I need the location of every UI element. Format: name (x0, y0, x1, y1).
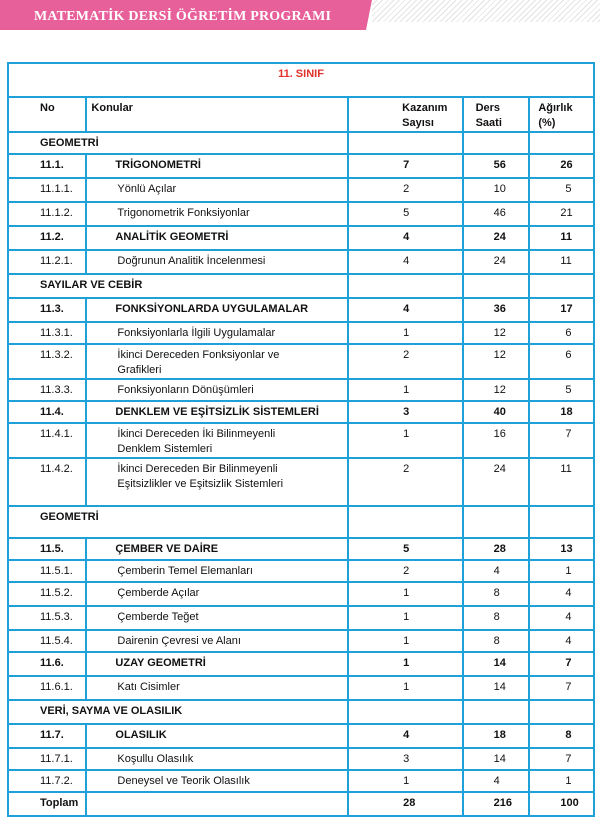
cell-agirlik: 21 (529, 202, 594, 226)
section-row (8, 274, 594, 298)
cell-agirlik: 1 (529, 770, 594, 792)
table-row (8, 423, 594, 458)
cell-kazanim: 1 (348, 582, 462, 606)
cell-kazanim: 1 (348, 322, 462, 344)
table-row (8, 178, 594, 202)
cell-no: 11.6.1. (8, 676, 86, 700)
cell-agirlik: 7 (529, 676, 594, 700)
cell-agirlik: 26 (529, 154, 594, 178)
table-row (8, 379, 594, 401)
cell-kazanim: 1 (348, 606, 462, 630)
cell-kazanim: 3 (348, 401, 462, 423)
cell-no: 11.1.1. (8, 178, 86, 202)
cell-kazanim: 2 (348, 560, 462, 582)
page-title: MATEMATİK DERSİ ÖĞRETİM PROGRAMI (34, 9, 332, 24)
cell-kazanim: 1 (348, 379, 462, 401)
column-header-no: No (8, 97, 86, 132)
empty-cell (463, 274, 530, 298)
cell-ders-saati: 16 (463, 423, 530, 458)
table-row (8, 226, 594, 250)
table-row (8, 724, 594, 748)
cell-kazanim: 4 (348, 226, 462, 250)
table-row (8, 154, 594, 178)
table-row (8, 202, 594, 226)
cell-no: 11.4. (8, 401, 86, 423)
cell-no: 11.3.2. (8, 344, 86, 379)
table-row (8, 630, 594, 652)
cell-ders-saati: 8 (463, 606, 530, 630)
cell-no: Toplam (8, 792, 86, 816)
cell-ders-saati: 216 (463, 792, 530, 816)
cell-no: 11.5. (8, 538, 86, 560)
section-row (8, 132, 594, 154)
cell-agirlik: 13 (529, 538, 594, 560)
cell-ders-saati: 18 (463, 724, 530, 748)
empty-cell (529, 700, 594, 724)
cell-topic: FONKSİYONLARDA UYGULAMALAR (86, 298, 348, 322)
cell-no: 11.5.2. (8, 582, 86, 606)
cell-ders-saati: 28 (463, 538, 530, 560)
empty-cell (463, 700, 530, 724)
cell-ders-saati: 4 (463, 770, 530, 792)
cell-agirlik: 8 (529, 724, 594, 748)
header-hatch (372, 0, 600, 22)
table-row (8, 322, 594, 344)
empty-cell (348, 132, 462, 154)
cell-topic: OLASILIK (86, 724, 348, 748)
section-row (8, 700, 594, 724)
cell-kazanim: 2 (348, 458, 462, 506)
cell-agirlik: 4 (529, 630, 594, 652)
cell-ders-saati: 24 (463, 226, 530, 250)
cell-ders-saati: 14 (463, 652, 530, 676)
cell-no: 11.3.1. (8, 322, 86, 344)
cell-ders-saati: 14 (463, 748, 530, 770)
cell-agirlik: 18 (529, 401, 594, 423)
cell-topic: Koşullu Olasılık (86, 748, 348, 770)
cell-agirlik: 5 (529, 178, 594, 202)
cell-kazanim: 1 (348, 770, 462, 792)
cell-no: 11.7.1. (8, 748, 86, 770)
empty-cell (348, 700, 462, 724)
empty-cell (348, 506, 462, 538)
cell-ders-saati: 8 (463, 630, 530, 652)
cell-agirlik: 6 (529, 322, 594, 344)
cell-no: 11.4.2. (8, 458, 86, 506)
table-row (8, 676, 594, 700)
cell-agirlik: 7 (529, 423, 594, 458)
cell-topic: Deneysel ve Teorik Olasılık (86, 770, 348, 792)
cell-topic: Doğrunun Analitik İncelenmesi (86, 250, 348, 274)
table-row (8, 344, 594, 379)
cell-kazanim: 1 (348, 423, 462, 458)
cell-topic: Çemberde Açılar (86, 582, 348, 606)
table-row (8, 401, 594, 423)
cell-agirlik: 11 (529, 226, 594, 250)
cell-agirlik: 6 (529, 344, 594, 379)
cell-no: 11.2.1. (8, 250, 86, 274)
cell-kazanim: 3 (348, 748, 462, 770)
cell-ders-saati: 12 (463, 344, 530, 379)
table-row (8, 606, 594, 630)
cell-topic: Fonksiyonların Dönüşümleri (86, 379, 348, 401)
table-row (8, 652, 594, 676)
table-row (8, 538, 594, 560)
cell-ders-saati: 14 (463, 676, 530, 700)
cell-ders-saati: 10 (463, 178, 530, 202)
cell-ders-saati: 46 (463, 202, 530, 226)
cell-no: 11.1.2. (8, 202, 86, 226)
cell-no: 11.3.3. (8, 379, 86, 401)
cell-topic: Fonksiyonlarla İlgili Uygulamalar (86, 322, 348, 344)
table-row (8, 560, 594, 582)
cell-kazanim: 5 (348, 202, 462, 226)
column-header-ders: Ders Saati (463, 97, 530, 132)
cell-topic: İkinci Dereceden İki Bilinmeyenli Denklem Sistemleri (86, 423, 348, 458)
cell-agirlik: 4 (529, 582, 594, 606)
table-row (8, 458, 594, 506)
cell-ders-saati: 4 (463, 560, 530, 582)
cell-ders-saati: 56 (463, 154, 530, 178)
cell-ders-saati: 8 (463, 582, 530, 606)
cell-topic: Trigonometrik Fonksiyonlar (86, 202, 348, 226)
column-header-topic: Konular (86, 97, 348, 132)
cell-ders-saati: 36 (463, 298, 530, 322)
empty-cell (529, 506, 594, 538)
cell-topic: TRİGONOMETRİ (86, 154, 348, 178)
table-title-row (8, 63, 594, 97)
cell-no: 11.7.2. (8, 770, 86, 792)
cell-no: 11.1. (8, 154, 86, 178)
cell-kazanim: 7 (348, 154, 462, 178)
table-row (8, 770, 594, 792)
cell-topic: Çemberde Teğet (86, 606, 348, 630)
empty-cell (463, 132, 530, 154)
cell-agirlik: 1 (529, 560, 594, 582)
total-row (8, 792, 594, 816)
empty-cell (529, 274, 594, 298)
column-header-kazanim: Kazanım Sayısı (348, 97, 462, 132)
cell-topic: İkinci Dereceden Fonksiyonlar ve Grafikleri (86, 344, 348, 379)
cell-topic: ANALİTİK GEOMETRİ (86, 226, 348, 250)
section-label: SAYILAR VE CEBİR (8, 274, 348, 298)
cell-kazanim: 28 (348, 792, 462, 816)
cell-no: 11.5.1. (8, 560, 86, 582)
cell-kazanim: 2 (348, 178, 462, 202)
cell-ders-saati: 24 (463, 250, 530, 274)
cell-ders-saati: 12 (463, 322, 530, 344)
cell-no: 11.6. (8, 652, 86, 676)
cell-topic: Katı Cisimler (86, 676, 348, 700)
cell-agirlik: 5 (529, 379, 594, 401)
cell-kazanim: 5 (348, 538, 462, 560)
cell-topic: Yönlü Açılar (86, 178, 348, 202)
cell-topic (86, 792, 348, 816)
cell-kazanim: 2 (348, 344, 462, 379)
cell-kazanim: 4 (348, 298, 462, 322)
cell-agirlik: 7 (529, 748, 594, 770)
cell-topic: Dairenin Çevresi ve Alanı (86, 630, 348, 652)
curriculum-table (7, 62, 595, 817)
cell-kazanim: 1 (348, 652, 462, 676)
cell-no: 11.5.3. (8, 606, 86, 630)
cell-no: 11.5.4. (8, 630, 86, 652)
cell-ders-saati: 40 (463, 401, 530, 423)
table-row (8, 298, 594, 322)
cell-topic: Çemberin Temel Elemanları (86, 560, 348, 582)
table-row (8, 748, 594, 770)
cell-ders-saati: 24 (463, 458, 530, 506)
grade-title: 11. SINIF (8, 63, 594, 97)
cell-no: 11.7. (8, 724, 86, 748)
cell-agirlik: 4 (529, 606, 594, 630)
section-label: GEOMETRİ (8, 132, 348, 154)
cell-topic: ÇEMBER VE DAİRE (86, 538, 348, 560)
cell-agirlik: 11 (529, 458, 594, 506)
cell-topic: İkinci Dereceden Bir Bilinmeyenli Eşitsizlikler ve Eşitsizlik Sistemleri (86, 458, 348, 506)
cell-no: 11.3. (8, 298, 86, 322)
cell-agirlik: 17 (529, 298, 594, 322)
column-header-agirlik: Ağırlık (%) (529, 97, 594, 132)
section-label: VERİ, SAYMA VE OLASILIK (8, 700, 348, 724)
empty-cell (463, 506, 530, 538)
empty-cell (529, 132, 594, 154)
cell-agirlik: 7 (529, 652, 594, 676)
cell-topic: DENKLEM VE EŞİTSİZLİK SİSTEMLERİ (86, 401, 348, 423)
cell-agirlik: 11 (529, 250, 594, 274)
table-header-row (8, 97, 594, 132)
cell-agirlik: 100 (529, 792, 594, 816)
cell-kazanim: 4 (348, 250, 462, 274)
cell-kazanim: 1 (348, 630, 462, 652)
cell-kazanim: 4 (348, 724, 462, 748)
empty-cell (348, 274, 462, 298)
cell-topic: UZAY GEOMETRİ (86, 652, 348, 676)
cell-kazanim: 1 (348, 676, 462, 700)
table-row (8, 250, 594, 274)
cell-no: 11.2. (8, 226, 86, 250)
section-row (8, 506, 594, 538)
cell-no: 11.4.1. (8, 423, 86, 458)
section-label: GEOMETRİ (8, 506, 348, 538)
table-row (8, 582, 594, 606)
cell-ders-saati: 12 (463, 379, 530, 401)
